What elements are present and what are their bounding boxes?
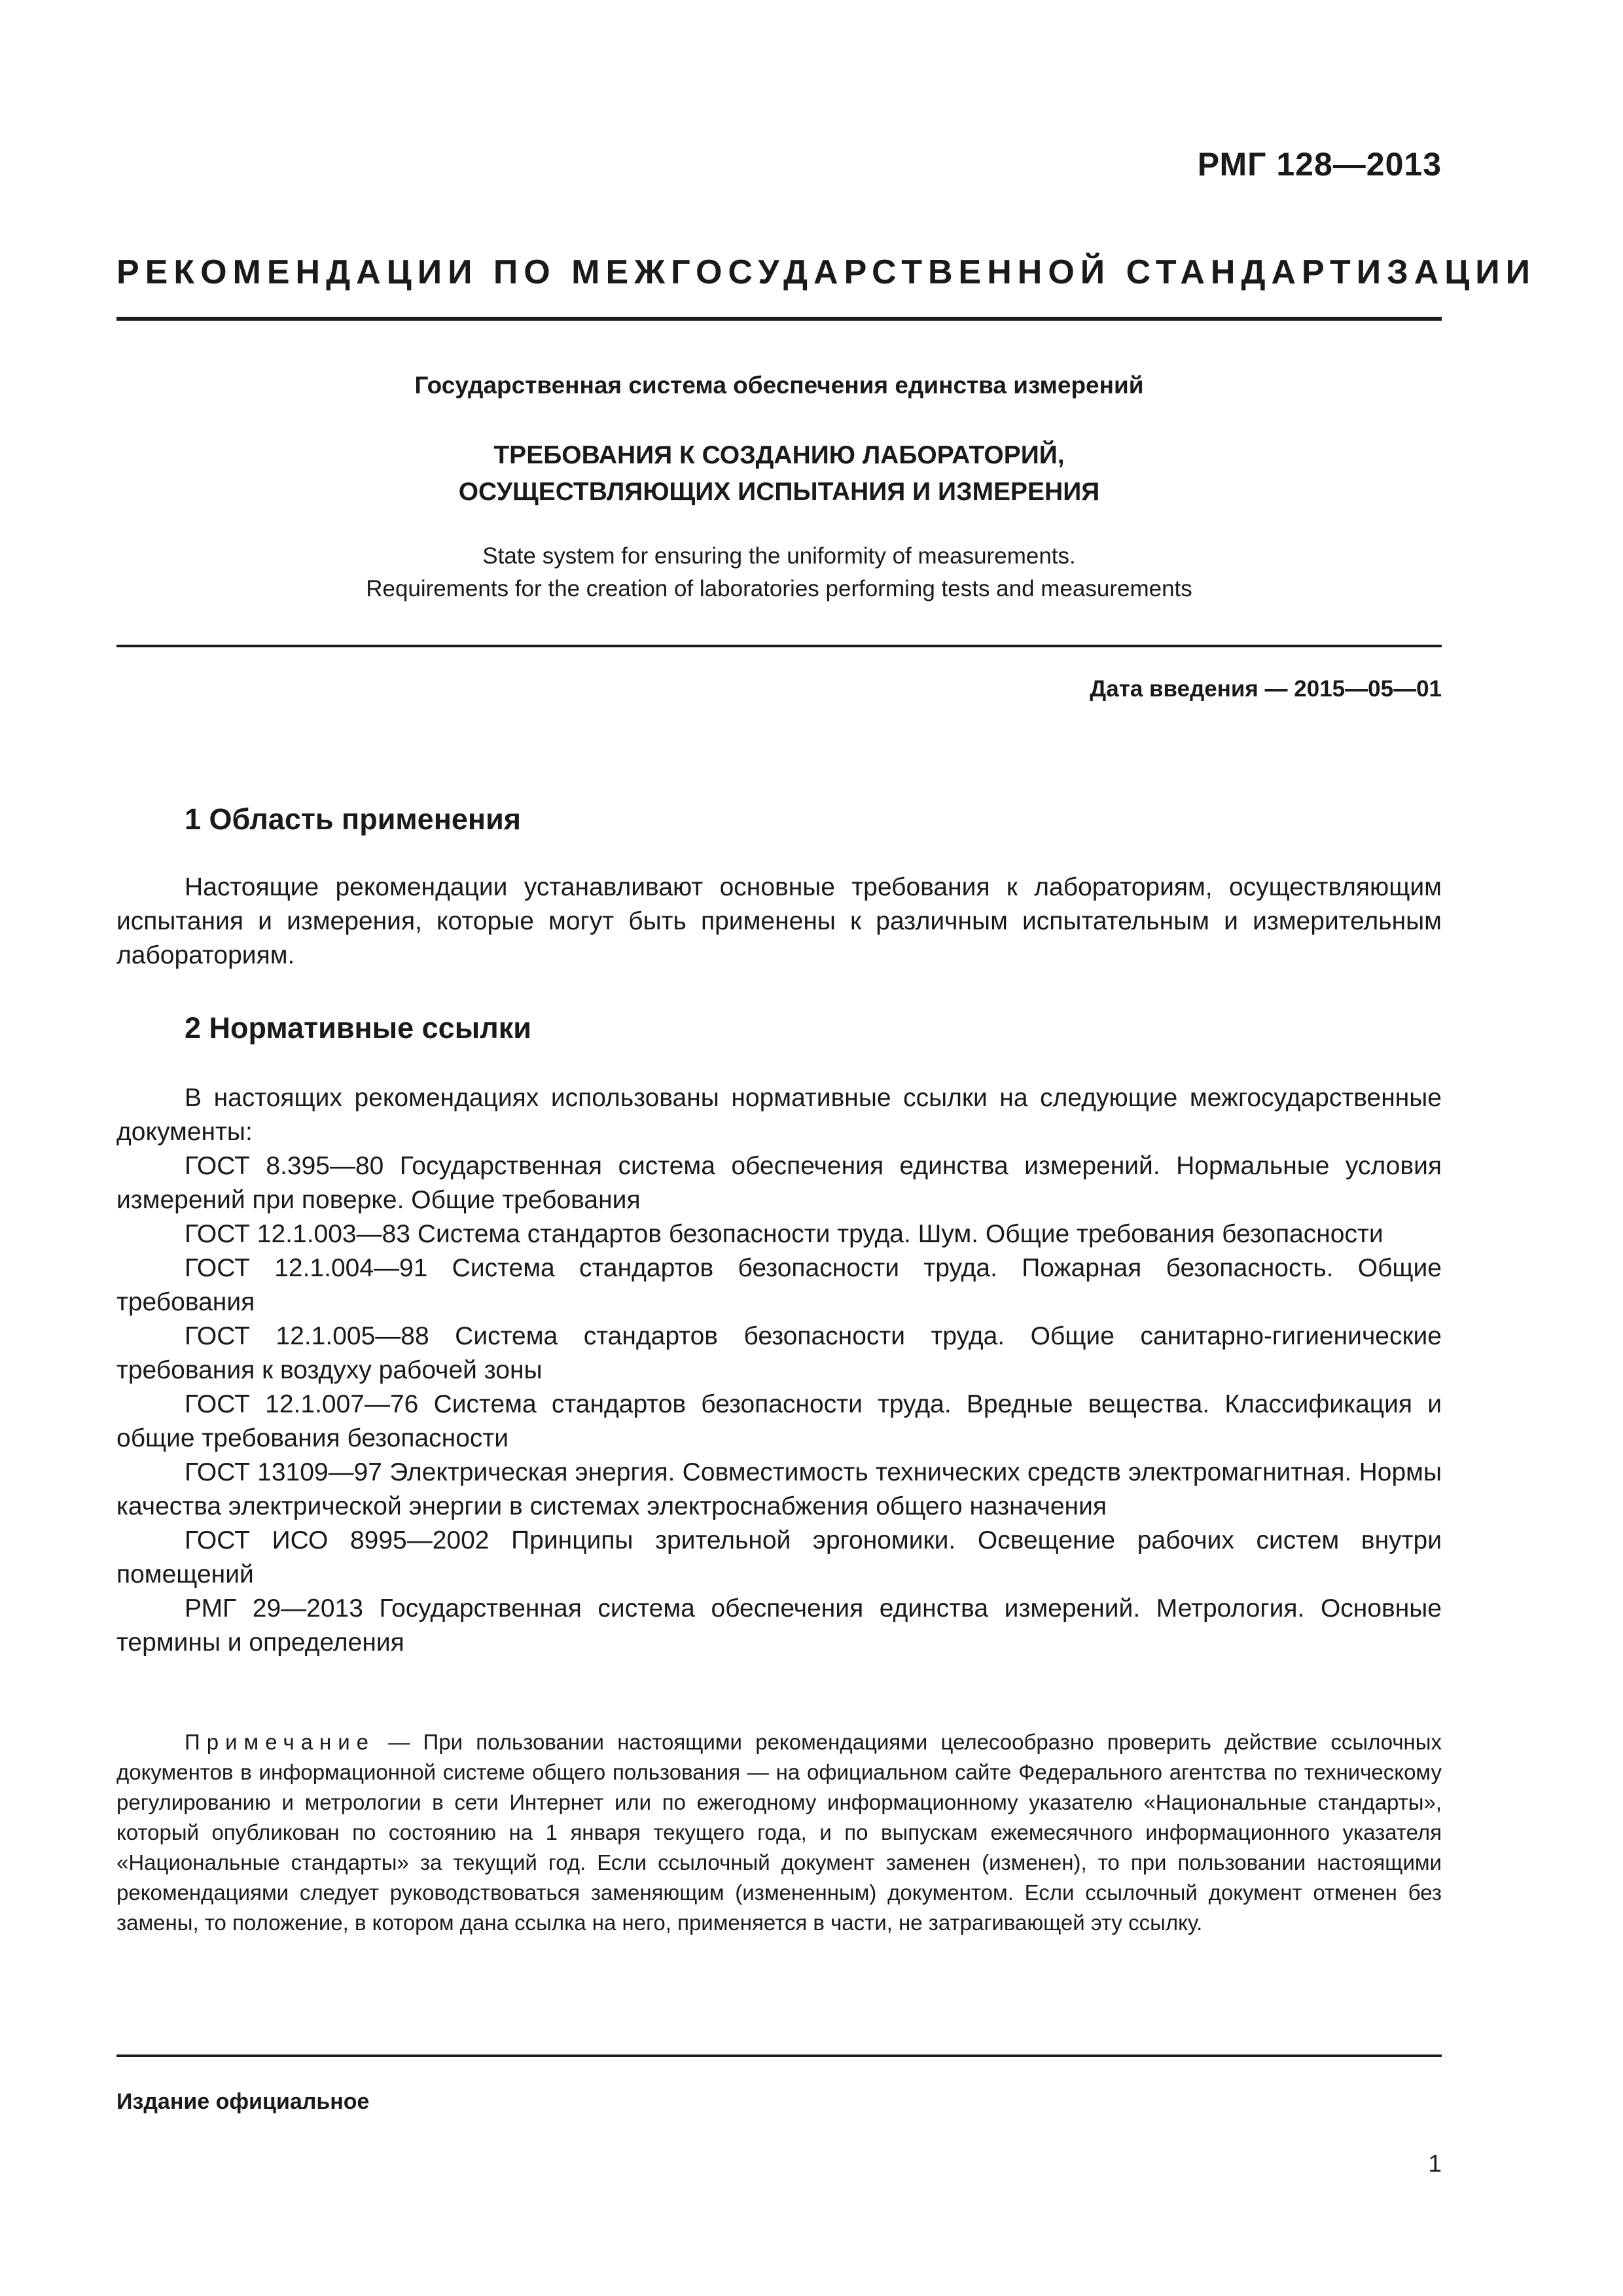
document-title-line-1: ТРЕБОВАНИЯ К СОЗДАНИЮ ЛАБОРАТОРИЙ, (493, 441, 1065, 469)
reference-item: ГОСТ 12.1.004—91 Система стандартов безопасности труда. Пожарная безопасность. Общие требования (116, 1254, 1442, 1316)
footer-divider (116, 2054, 1442, 2057)
document-number: РМГ 128—2013 (1197, 146, 1442, 183)
document-title-line-2: ОСУЩЕСТВЛЯЮЩИХ ИСПЫТАНИЯ И ИЗМЕРЕНИЯ (458, 478, 1100, 506)
english-title (116, 540, 1442, 605)
system-title: Государственная система обеспечения единства измерений (414, 372, 1144, 399)
reference-item: ГОСТ 8.395—80 Государственная система обеспечения единства измерений. Нормальные условия измерений при поверке. Общие требования (116, 1152, 1442, 1214)
series-title: РЕКОМЕНДАЦИИ ПО МЕЖГОСУДАРСТВЕННОЙ СТАНДАРТИЗАЦИИ (116, 253, 1537, 291)
reference-list (116, 1149, 1442, 1660)
reference-item: ГОСТ 13109—97 Электрическая энергия. Совместимость технических средств электромагнитная. Нормы качества электрической энергии в системах электроснабжения общего назначения (116, 1458, 1442, 1520)
page-number: 1 (1428, 2150, 1442, 2177)
reference-item: ГОСТ 12.1.005—88 Система стандартов безопасности труда. Общие санитарно-гигиенические требования к воздуху рабочей зоны (116, 1322, 1442, 1384)
section-1-text: Настоящие рекомендации устанавливают основные требования к лабораториям, осуществляющим испытания и измерения, которые могут быть применены к различным испытательным и измерительным лабораториям. (116, 873, 1442, 969)
introduction-date: Дата введения — 2015—05—01 (1090, 676, 1442, 702)
english-title-line-1: State system for ensuring the uniformity of measurements. (482, 543, 1076, 569)
note-block (116, 1727, 1442, 1938)
section-2-intro: В настоящих рекомендациях использованы нормативные ссылки на следующие межгосударственные документы: (116, 1084, 1442, 1146)
section-2-heading: 2 Нормативные ссылки (185, 1011, 531, 1045)
note-text: — При пользовании настоящими рекомендациями целесообразно проверить действие ссылочных документов в информационной системе общего пользования — на официальном сайте Федерального агентства по техническому регулированию и метрологии в сети Интернет или по ежегодному информационному указателю «Национальные стандарты», который опубликован по состоянию на 1 января текущего года, и по выпускам ежемесячного информационного указателя «Национальные стандарты» за текущий год. Если ссылочный документ заменен (изменен), то при пользовании настоящими рекомендациями следует руководствоваться заменяющим (измененным) документом. Если ссылочный документ отменен без замены, то положение, в котором дана ссылка на него, применяется в части, не затрагивающей эту ссылку. (116, 1730, 1442, 1935)
note-label: Примечание (185, 1730, 376, 1754)
reference-item: ГОСТ 12.1.007—76 Система стандартов безопасности труда. Вредные вещества. Классификация и общие требования безопасности (116, 1390, 1442, 1452)
document-title (116, 437, 1442, 511)
english-title-line-2: Requirements for the creation of laboratories performing tests and measurements (366, 576, 1192, 601)
reference-item: ГОСТ ИСО 8995—2002 Принципы зрительной эргономики. Освещение рабочих систем внутри помещений (116, 1526, 1442, 1588)
reference-item: РМГ 29—2013 Государственная система обеспечения единства измерений. Метрология. Основные термины и определения (116, 1594, 1442, 1657)
section-1-heading: 1 Область применения (185, 802, 522, 836)
title-divider (116, 645, 1442, 647)
reference-item: ГОСТ 12.1.003—83 Система стандартов безопасности труда. Шум. Общие требования безопасности (185, 1220, 1383, 1248)
header-divider (116, 317, 1442, 321)
edition-label: Издание официальное (116, 2089, 370, 2114)
